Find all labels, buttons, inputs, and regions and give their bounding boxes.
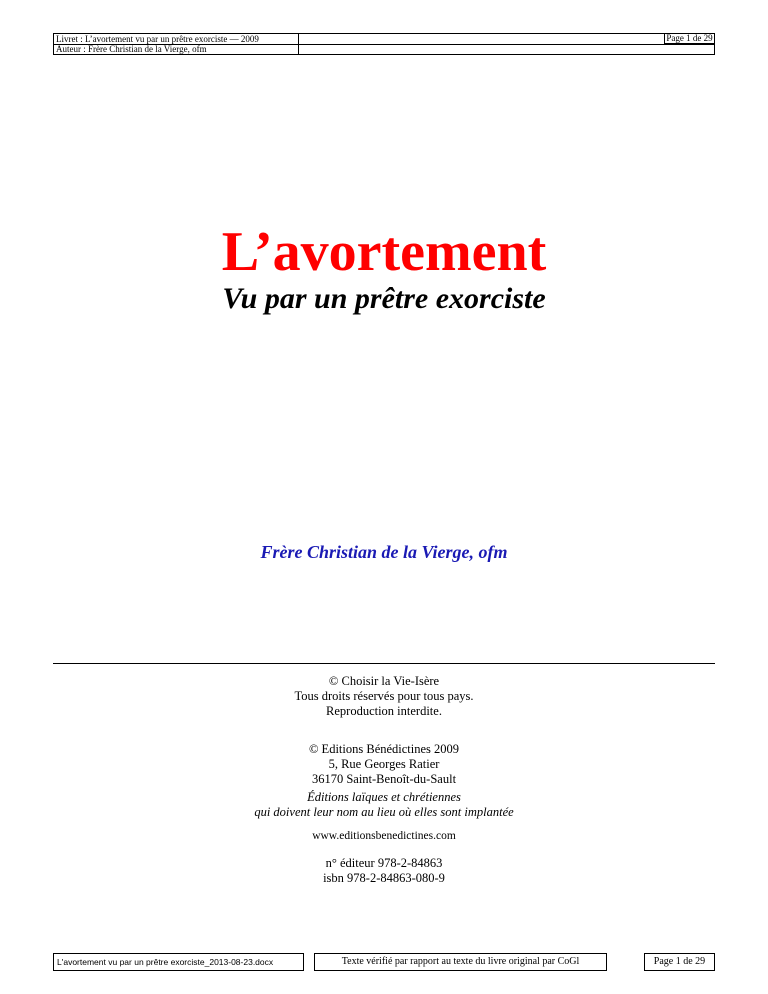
header-page-number: Page 1 de 29 — [664, 34, 714, 44]
copyright-block-2 — [0, 742, 768, 787]
editor-number: n° éditeur 978-2-84863 — [325, 856, 443, 870]
header-booklet-title: Livret : L’avortement vu par un prêtre exorciste — 2009 — [56, 34, 259, 44]
copyright-block-1 — [0, 674, 768, 719]
header-author: Auteur : Frère Christian de la Vierge, ofm — [56, 44, 207, 54]
copyright-2-line-1: © Editions Bénédictines 2009 — [308, 742, 460, 756]
copyright-1-line-3: Reproduction interdite. — [326, 704, 442, 718]
publisher-note-line-1: Éditions laïques et chrétiennes — [307, 790, 461, 804]
website — [0, 829, 768, 844]
header-left-cell — [54, 34, 299, 54]
header-divider — [299, 44, 714, 45]
copyright-2-line-2: 5, Rue Georges Ratier — [328, 757, 440, 771]
copyright-1-line-2: Tous droits réservés pour tous pays. — [294, 689, 474, 703]
document-author: Frère Christian de la Vierge, ofm — [260, 542, 508, 562]
publisher-note-line-2: qui doivent leur nom au lieu où elles sont implantée — [254, 805, 514, 819]
publisher-note — [0, 790, 768, 820]
isbn-number: isbn 978-2-84863-080-9 — [323, 871, 445, 885]
footer-filename: L'avortement vu par un prêtre exorciste_2013-08-23.docx — [53, 953, 304, 971]
copyright-2-line-3: 36170 Saint-Benoît-du-Sault — [311, 772, 457, 786]
document-subtitle: Vu par un prêtre exorciste — [222, 282, 546, 315]
document-title: L’avortement — [221, 221, 547, 283]
footer-page-number: Page 1 de 29 — [644, 953, 715, 971]
horizontal-rule — [53, 663, 715, 664]
copyright-1-line-1: © Choisir la Vie-Isère — [328, 674, 440, 688]
footer-verification: Texte vérifié par rapport au texte du livre original par CoGl — [314, 953, 607, 971]
website-link[interactable]: www.editionsbenedictines.com — [312, 830, 456, 842]
page-header — [53, 33, 715, 55]
identifiers-block — [0, 856, 768, 886]
